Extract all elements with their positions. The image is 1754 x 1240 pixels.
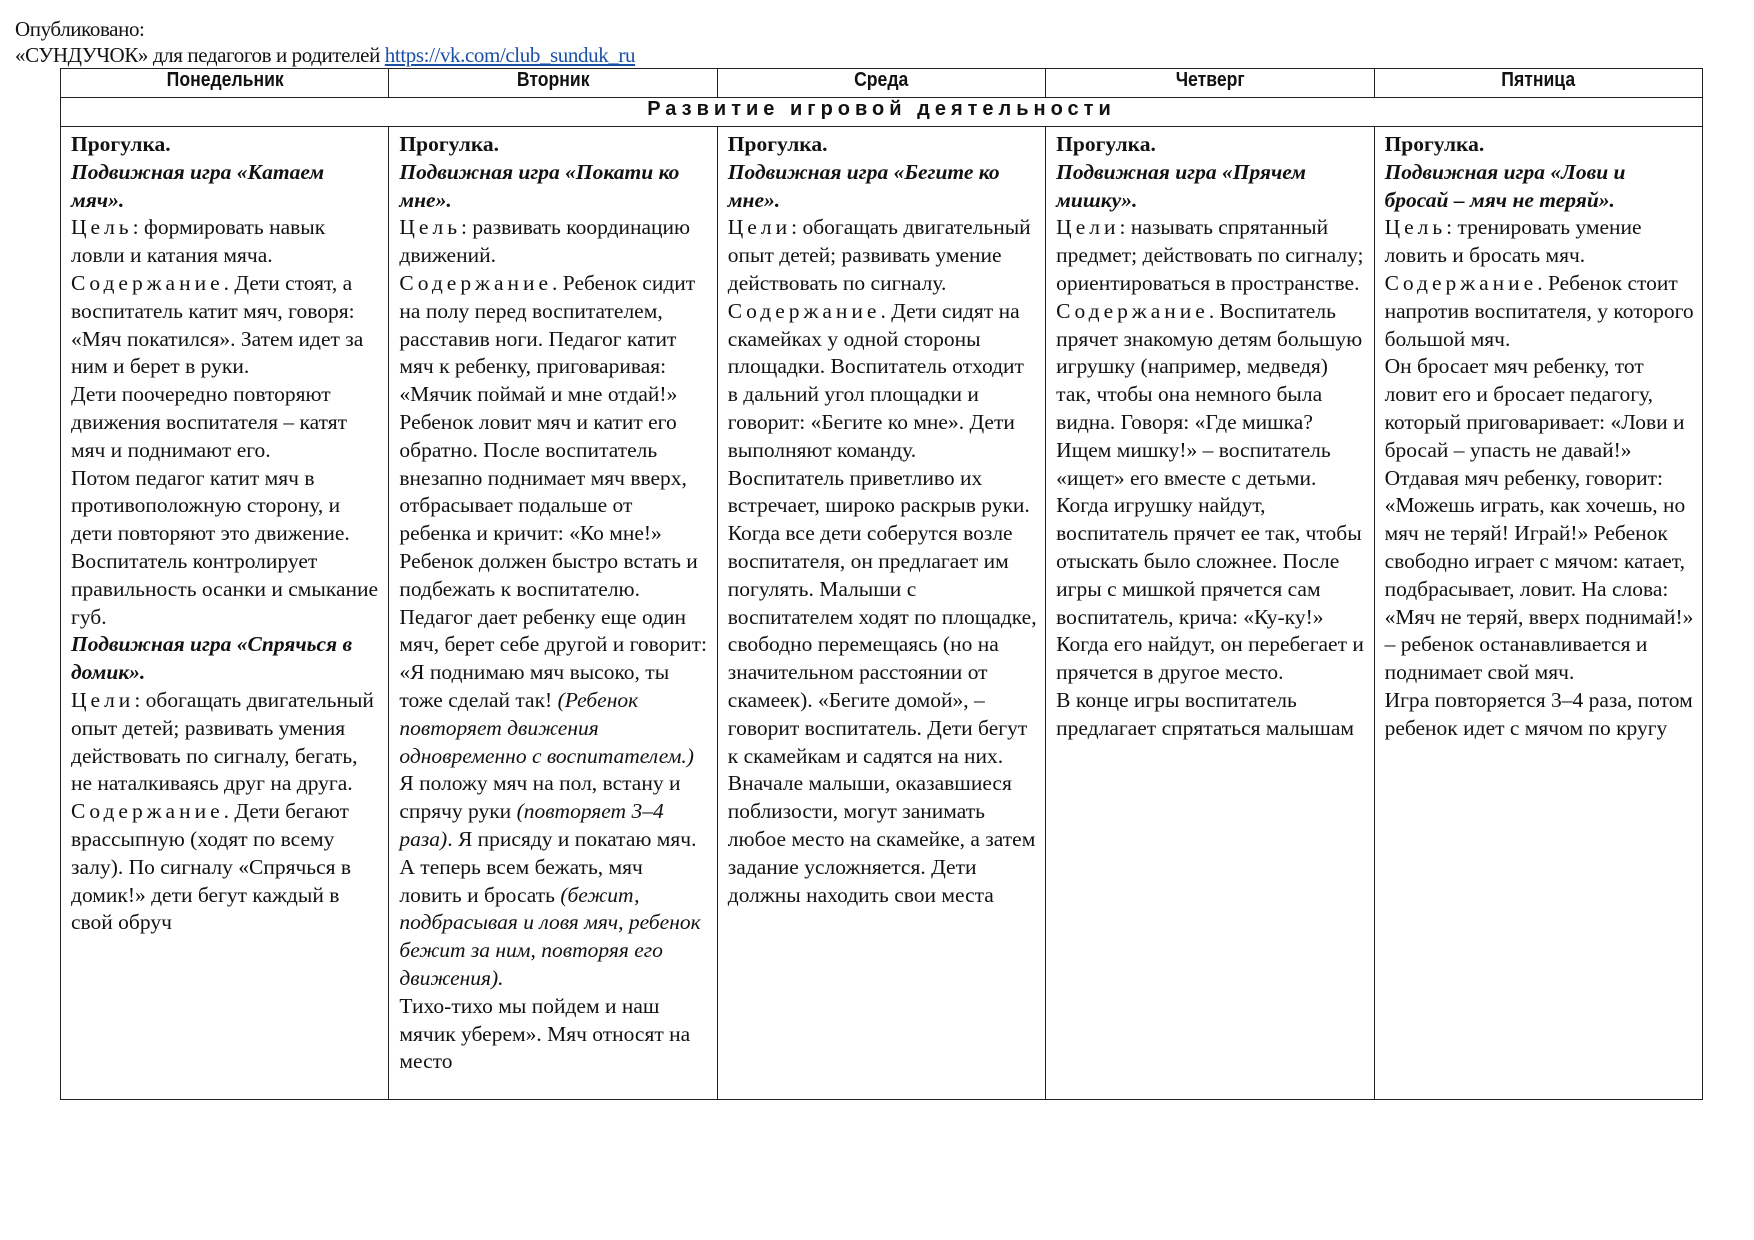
day-header-monday: Понедельник [80,69,369,98]
content-extra: Воспитатель контролирует правильность осанки и смыкание губ. [71,548,379,629]
content: Содержание. Дети бегают врассыпную (ходят по всему залу). По сигналу «Спрячься в домик!» дети бегут каждый в свой обруч [71,799,352,935]
day-header-friday: Пятница [1394,69,1683,98]
walk-title: Прогулка. [727,132,828,156]
source-text: «СУНДУЧОК» для педагогов и родителей [15,43,380,67]
goal: Цель: формировать навык ловли и катания мяча. [71,215,326,268]
day-header-tuesday: Вторник [409,69,698,98]
cell-tuesday [389,127,717,1100]
content-continued: Я положу мяч на пол, встану и спрячу руки (повторяет 3–4 раза). Я присяду и покатаю мяч. А теперь всем бежать, мяч ловить и бросать (бежит, подбрасывая и ловя мяч, ребенок бежит за ним, повторяя его движения). [399,771,701,990]
source-link[interactable]: https://vk.com/club_sunduk_ru [384,43,636,67]
content-extra: Когда игрушку найдут, воспитатель прячет ее так, чтобы отыскать было сложнее. После игры с мишкой прячется сам воспитатель, крича: «Ку-ку!» Когда его найдут, он перебегает и прячется в другое место. [1056,493,1364,685]
content-extra: Тихо-тихо мы пойдем и наш мячик уберем». Мяч относят на место [399,993,691,1074]
game-title: Подвижная игра «Покати ко мне». [399,159,680,212]
walk-title: Прогулка. [71,132,171,156]
cell-friday [1374,127,1702,1100]
cell-wednesday [717,127,1045,1100]
weekly-plan-table [60,68,1703,1100]
cell-monday [61,127,389,1100]
content-extra: В конце игры воспитатель предлагает спрятаться малышам [1056,687,1354,740]
section-row [61,98,1703,127]
content: Содержание. Воспитатель прячет знакомую детям большую игрушку (например, медведя) так, чтобы она немного была видна. Говоря: «Где мишка? Ищем мишку!» – воспитатель «ищет» его вместе с детьми. [1056,298,1363,490]
content: Содержание. Дети сидят на скамейках у одной стороны площадки. Воспитатель отходит в дальний угол площадки и говорит: «Бегите ко мне». Дети выполняют команду. Воспитатель приветливо их встречает, широко раскрыв руки. Когда все дети соберутся возле воспитателя, он предлагает им погулять. Малыши с воспитателем ходят по площадке, свободно перемещаясь (но на значительном расстоянии от скамеек). «Бегите домой», – говорит воспитатель. Дети бегут к скамейкам и садятся на них. Вначале малыши, оказавшиеся поблизости, могут занимать любое место на скамейке, а затем задание усложняется. Дети должны находить свои места [727,298,1037,907]
game-title: Подвижная игра «Спрячься в домик». [71,632,353,685]
section-title: Развитие игровой деятельности [61,98,1703,127]
activities-row [61,127,1703,1100]
publication-header [15,16,635,68]
content: Содержание. Дети стоят, а воспитатель катит мяч, говоря: «Мяч покатился». Затем идет за ним и берет в руки. [71,270,364,379]
day-header-row [61,69,1703,98]
goal: Цель: развивать координацию движений. [399,215,691,268]
game-title: Подвижная игра «Катаем мяч». [71,159,325,212]
game-title: Подвижная игра «Прячем мишку». [1056,159,1307,212]
walk-title: Прогулка. [1056,132,1156,156]
game-title: Подвижная игра «Бегите ко мне». [727,159,1000,212]
walk-title: Прогулка. [399,132,500,156]
content: Содержание. Ребенок стоит напротив воспитателя, у которого большой мяч. [1384,270,1694,351]
walk-title: Прогулка. [1384,132,1485,156]
goal: Цель: тренировать умение ловить и бросать мяч. [1384,215,1642,268]
published-label: Опубликовано: [15,17,145,41]
game-title: Подвижная игра «Лови и бросай – мяч не теряй». [1384,159,1626,212]
content: Содержание. Ребенок сидит на полу перед воспитателем, расставив ноги. Педагог катит мяч к ребенку, приговаривая: «Мячик поймай и мне отдай!» Ребенок ловит мяч и катит его обратно. После воспитатель внезапно поднимает мяч вверх, отбрасывает подальше от ребенка и кричит: «Ко мне!» Ребенок должен быстро встать и подбежать к воспитателю. Педагог дает ребенку еще один мяч, берет себе другой и говорит: «Я поднимаю мяч высоко, ты тоже сделай так! (Ребенок повторяет движения одновременно с воспитателем.) [399,270,707,768]
content-extra: Дети поочередно повторяют движения воспитателя – катят мяч и поднимают его. [71,382,348,462]
day-header-thursday: Четверг [1065,69,1354,98]
goal: Цели: обогащать двигательный опыт детей; развивать умения действовать по сигналу, бегать, не наталкиваясь друг на друга. [71,687,374,796]
goal: Цели: обогащать двигательный опыт детей; развивать умение действовать по сигналу. [727,215,1031,295]
content-extra: Игра повторяется 3–4 раза, потом ребенок идет с мячом по кругу [1384,687,1693,740]
day-header-wednesday: Среда [737,69,1026,98]
source-line [15,42,635,68]
cell-thursday [1046,127,1374,1100]
content-extra: Потом педагог катит мяч в противоположную сторону, и дети повторяют это движение. [71,465,350,546]
content-extra: Он бросает мяч ребенку, тот ловит его и бросает педагогу, который приговаривает: «Лови и бросай – упасть не давай!» Отдавая мяч ребенку, говорит: «Можешь играть, как хочешь, но мяч не теряй! Играй!» Ребенок свободно играет с мячом: катает, подбрасывает, ловит. На слова: «Мяч не теряй, вверх поднимай!» – ребенок останавливается и поднимает свой мяч. [1384,354,1694,685]
goal: Цели: называть спрятанный предмет; действовать по сигналу; ориентироваться в пространстве. [1056,215,1364,295]
